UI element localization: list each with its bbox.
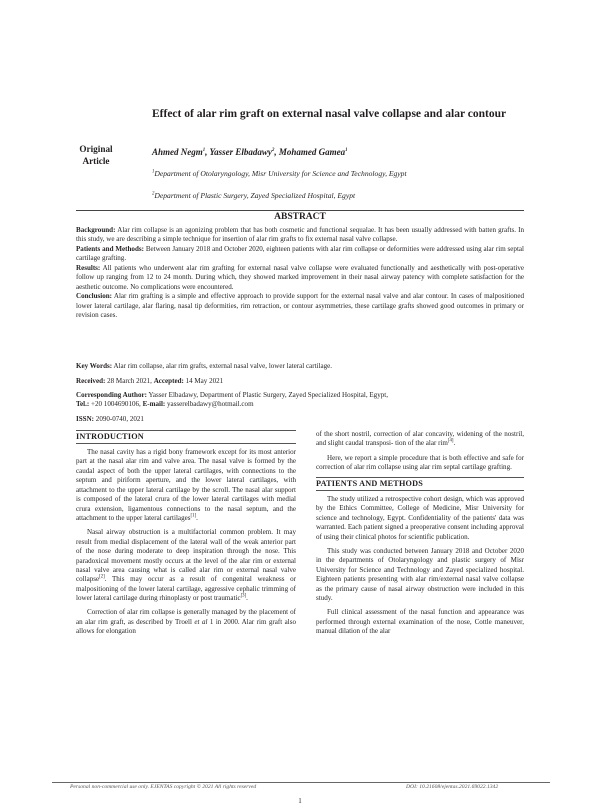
article-title: Effect of alar rim graft on external nasal valve collapse and alar contour: [152, 108, 507, 120]
affiliation-1: $^1$Department of Otolaryngology, Misr University for Science and Technology, Egypt: [152, 169, 407, 178]
author-list: [152, 147, 348, 157]
abstract-conclusion: Conclusion: Alar rim grafting is a simple and effective approach to provide support for the external nasal valve and alar contour. In cases of malpositioned lower lateral cartilage, alar flaring, nasal tip deformities, rim retraction, or contour asymmetries, these cartilage grafts showed good outcomes in primary or revision cases.: [76, 292, 524, 320]
right-column: [316, 430, 524, 641]
keywords: Key Words: Alar rim collapse, alar rim grafts, external nasal valve, lower lateral cartilage.: [76, 362, 333, 370]
abstract-heading: ABSTRACT: [274, 212, 326, 222]
issn: ISSN: 2090-0740, 2021: [76, 415, 144, 423]
abstract-background: Background: Alar rim collapse is an agonizing problem that has both cosmetic and functional sequalae. It has been usually addressed with batten grafts. In this study, we are describing a simple technique for insertion of alar rim grafts to fix external nasal valve collapse.: [76, 226, 524, 244]
methods-paragraph-1: The study utilized a retrospective cohort design, which was approved by the Ethics Committee, College of Medicine, Misr University for science and technology, Egypt. Confidentiality of the patients' data was warranted. Each patient signed a preoperative consent including approval of using their clinical photos for scientific publication.: [316, 495, 524, 541]
abstract-methods: Patients and Methods: Between January 2018 and October 2020, eighteen patients with alar rim collapse or deformities were addressed using alar rim septal cartilage grafting.: [76, 244, 524, 263]
article-type-line1: Original: [79, 144, 113, 154]
footer-copyright: Personal non-commercial use only. EJENTAS copyright © 2021 All rights reserved: [70, 784, 257, 790]
author-3: Mohamed Gamea$^1$: [278, 147, 348, 157]
author-1: Ahmed Negm$^1$,: [152, 147, 210, 157]
left-column: [76, 430, 296, 641]
methods-paragraph-3: Full clinical assessment of the nasal function and appearance was performed through external examination of the nose, Cottle maneuver, manual dilation of the alar: [316, 608, 524, 636]
intro-paragraph-1: The nasal cavity has a rigid bony framework except for its most anterior part at the nasal alar rim and valve area. The nasal valve is formed by the caudal aspect of both the upper lateral cartilages, with connections to the septum and piriform aperture, and the lower lateral cartilages, with attachment to the upper lateral cartilage by the scroll. The nasal alar support is composed of the lateral crura of the lower lateral cartilages with medial crura extension, ligamentous connections to the nasal septum, and the attachment to the upper lateral cartilages[1].: [76, 448, 296, 523]
methods-paragraph-2: This study was conducted between January 2018 and October 2020 in the departments of Otolaryngology and plastic surgery of Misr University for Science and Technology and Zayed specialized hospital. Eighteen patients presenting with alar rim/external nasal valve collapse as the primary cause of nasal airway obstruction were included in this study.: [316, 546, 524, 603]
footer-rule: [52, 782, 550, 783]
article-type-line2: Article: [82, 156, 110, 166]
abstract-results: Results: All patients who underwent alar rim grafting for external nasal valve collapse were evaluated functionally and aesthetically with post-operative follow up ranging from 12 to 24 month. During which, they showed marked improvement in their nasal airway patency with complete satisfaction for the aesthetic outcome. No complications were encountered.: [76, 263, 524, 291]
introduction-heading: INTRODUCTION: [76, 430, 296, 444]
affiliation-2: $^2$Department of Plastic Surgery, Zayed Specialized Hospital, Egypt: [152, 191, 356, 200]
intro-paragraph-2: Nasal airway obstruction is a multifactorial common problem. It may result from medial displacement of the lateral wall of the weak anterior part of the nose during moderate to deep inspiration through the nose. This paradoxical movement mostly occurs at the level of the alar rim or external nasal valve area causing what is called alar rim or external nasal valve collapse[2]. This may occur as a result of congenital weakness or malpositioning of the lower lateral cartilage, aggressive cephalic trimming of lower lateral cartilage during rhinoplasty or post traumatic[3].: [76, 528, 296, 603]
footer-doi: DOI: 10.21608/ejentas.2021.69022.1342: [406, 784, 499, 790]
dates: Received: 28 March 2021, Accepted: 14 May 2021: [76, 377, 224, 385]
corresponding-author: Corresponding Author: Yasser Elbadawy, Department of Plastic Surgery, Zayed Specialized Hospital, Egypt, Tel.: +20 1004690106, E-mail: yasserelbadawy@hotmail.com: [76, 391, 388, 409]
author-2: Yasser Elbadawy$^2$,: [209, 147, 279, 157]
page-number: 1: [298, 797, 302, 805]
right-paragraph-1: Here, we report a simple procedure that is both effective and safe for correction of alar rim collapse using alar rim septal cartilage grafting.: [316, 453, 524, 471]
patients-methods-heading: PATIENTS AND METHODS: [316, 477, 524, 491]
abstract-top-rule: [76, 210, 524, 211]
article-type-label: [66, 143, 126, 167]
intro-paragraph-3: Correction of alar rim collapse is generally managed by the placement of an alar rim graft, as described by Troell et al 1 in 2000. Alar rim graft also allows for elongation: [76, 608, 296, 636]
right-paragraph-0: of the short nostril, correction of alar concavity, widening of the nostril, and slight caudal transposi- tion of the alar rim[4].: [316, 430, 524, 448]
abstract-body: [76, 226, 524, 321]
